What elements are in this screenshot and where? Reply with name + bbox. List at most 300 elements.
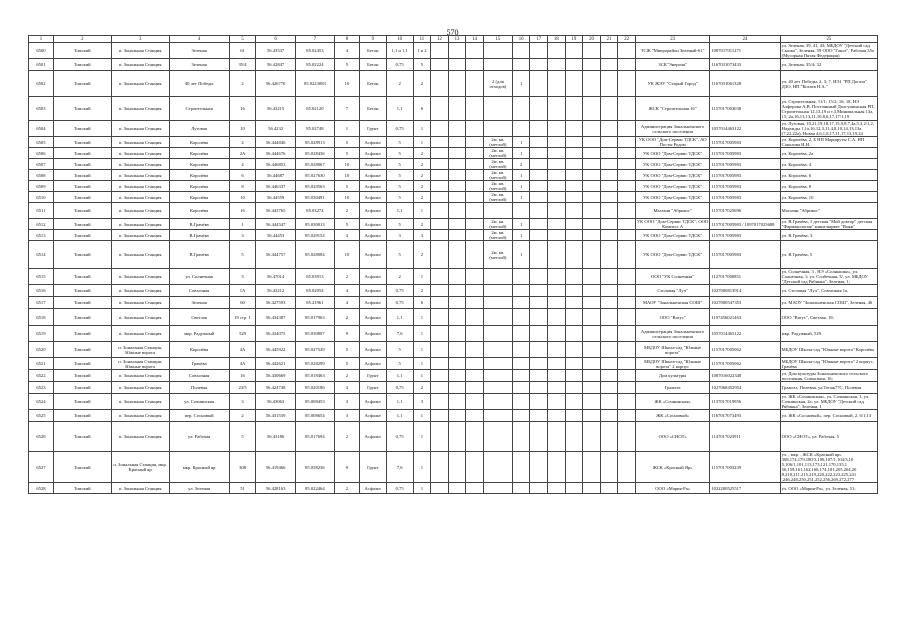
table-cell-1: 6508 (29, 170, 54, 181)
table-cell-6: 56.427593 (256, 297, 295, 309)
table-cell-19 (565, 137, 583, 148)
table-cell-3: п. Зональная Станция (111, 137, 169, 148)
table-cell-2: Томский (53, 297, 111, 309)
table-cell-15 (483, 121, 512, 137)
table-cell-22 (618, 370, 636, 382)
table-cell-20 (583, 358, 601, 370)
table-cell-11: 1 (413, 203, 431, 219)
table-cell-22 (618, 285, 636, 297)
table-cell-16: 1 (512, 192, 530, 203)
table-cell-2: Томский (53, 422, 111, 452)
table-cell-13 (448, 43, 466, 59)
table-cell-13 (448, 170, 466, 181)
table-cell-3: п. Зональная Станция (111, 285, 169, 297)
table-cell-25: ул. В.Грачёва, 3 (780, 230, 877, 241)
table-cell-17 (530, 97, 548, 121)
table-cell-2: Томский (53, 269, 111, 285)
table-cell-21 (600, 148, 618, 159)
table-cell-22 (618, 148, 636, 159)
table-cell-4: Светлая (169, 309, 229, 326)
table-cell-9: Асфальт (359, 422, 386, 452)
table-cell-14 (466, 382, 484, 394)
table-cell-8: 9 (335, 452, 360, 483)
table-cell-25: ул. МАОУ "Зональненская СОШ", Зеленая, 46 (780, 297, 877, 309)
table-cell-20 (583, 285, 601, 297)
table-cell-11: 2 (413, 382, 431, 394)
table-cell-21 (600, 170, 618, 181)
table-cell-23: МАОУ "Зональненская СОШ" (635, 297, 709, 309)
table-cell-7: 85.030013 (295, 219, 334, 230)
header-cell-11: 11 (413, 36, 431, 43)
table-cell-16 (512, 358, 530, 370)
table-cell-17 (530, 43, 548, 59)
header-cell-6: 6 (256, 36, 295, 43)
table-cell-12 (431, 181, 449, 192)
table-cell-14 (466, 309, 484, 326)
table-cell-7: 85.027630 (295, 170, 334, 181)
table-cell-3: п. Зональная Станция, Южные ворота (111, 358, 169, 370)
table-cell-16 (512, 43, 530, 59)
table-cell-22 (618, 219, 636, 230)
table-cell-1: 6519 (29, 326, 54, 342)
table-cell-10: 7,6 (386, 452, 413, 483)
table-cell-23: Администрация Зональненского сельского поселения (635, 121, 709, 137)
table-cell-11: 1 (413, 410, 431, 422)
table-cell-23: ООО "Ватус" (635, 309, 709, 326)
table-cell-16 (512, 97, 530, 121)
table-cell-21 (600, 382, 618, 394)
table-cell-4: ул. Зеленая (169, 483, 229, 494)
table-cell-11: 2 (413, 148, 431, 159)
table-cell-21 (600, 394, 618, 410)
table-cell-12 (431, 148, 449, 159)
table-cell-10: 0,75 (386, 382, 413, 394)
table-cell-11: 1 (413, 269, 431, 285)
table-cell-8: 7 (335, 97, 360, 121)
table-cell-8: 5 (335, 137, 360, 148)
table-cell-8: 2 (335, 309, 360, 326)
table-cell-1: 6528 (29, 483, 54, 494)
table-cell-17 (530, 203, 548, 219)
table-cell-25: ул. Королёва, 4 (780, 159, 877, 170)
table-row (29, 452, 878, 483)
table-cell-6: 56.444757 (256, 241, 295, 269)
table-cell-22 (618, 230, 636, 241)
table-cell-3: п. Зональная Станция, мкр. Красный яр (111, 452, 169, 483)
table-cell-17 (530, 241, 548, 269)
table-cell-25: ул. Солнечная, 3 , НЭ «Солнышко», ул. Солнечная, 1; ул. Солбечная, 3/, ул. МБДОУ "Детский сад Рябинка", Зеленая, 1; (780, 269, 877, 285)
table-cell-17 (530, 358, 548, 370)
table-cell-10: 3 (386, 230, 413, 241)
table-cell-23: УК ООО "Дом-Сервис ТДСК" (635, 192, 709, 203)
table-cell-14 (466, 97, 484, 121)
table-cell-3: п. Зональная Станция (111, 170, 169, 181)
table-cell-24: 1157017005983 (710, 230, 780, 241)
table-cell-15: 2м. кв. (метлой) (483, 159, 512, 170)
table-cell-13 (448, 219, 466, 230)
table-cell-13 (448, 358, 466, 370)
table-cell-2: Томский (53, 326, 111, 342)
table-cell-16 (512, 382, 530, 394)
table-cell-9: Грунт (359, 382, 386, 394)
table-cell-23: ЖСК «Красный Яр» (635, 452, 709, 483)
table-cell-25: МБДОУ Школа-сад "Южные ворота" Королёва (780, 342, 877, 358)
table-cell-19 (565, 342, 583, 358)
table-cell-25: ул. Королёва, 10 (780, 192, 877, 203)
table-row (29, 410, 878, 422)
table-cell-8: 5 (335, 181, 360, 192)
table-cell-2: Томский (53, 358, 111, 370)
table-cell-4: Королёва (169, 192, 229, 203)
table-cell-16: 1 (512, 148, 530, 159)
table-cell-21 (600, 121, 618, 137)
table-cell-20 (583, 148, 601, 159)
table-cell-17 (530, 269, 548, 285)
table-cell-1: 6513 (29, 230, 54, 241)
table-cell-13 (448, 137, 466, 148)
table-cell-20 (583, 342, 601, 358)
table-cell-6: 56.444547 (256, 219, 295, 230)
table-cell-14 (466, 422, 484, 452)
table-cell-13 (448, 394, 466, 410)
table-cell-7: 85.028084 (295, 241, 334, 269)
table-cell-21 (600, 43, 618, 59)
table-cell-21 (600, 370, 618, 382)
table-cell-4: пер. Сосновый (169, 410, 229, 422)
table-cell-4: ул. Сочнинская (169, 394, 229, 410)
table-cell-15 (483, 97, 512, 121)
table-cell-25: Гражгаз, Полевая, ул.Тепак77С, Полевая (780, 382, 877, 394)
table-cell-3: п. Зональная Станция (111, 203, 169, 219)
table-cell-15 (483, 370, 512, 382)
table-cell-24: 1057014463122 (710, 326, 780, 342)
table-cell-3: п. Зональная Станция (111, 382, 169, 394)
table-cell-14 (466, 219, 484, 230)
table-cell-10: 1,1 (386, 370, 413, 382)
table-cell-2: Томский (53, 241, 111, 269)
table-cell-15: 2 (для отходов) (483, 71, 512, 97)
header-cell-7: 7 (295, 36, 334, 43)
table-cell-5: 51 (229, 483, 256, 494)
table-cell-7: 85.02224 (295, 59, 334, 71)
header-cell-25: 25 (780, 36, 877, 43)
table-cell-14 (466, 410, 484, 422)
table-cell-24: 1157017025696 (710, 203, 780, 219)
table-cell-11: 1 (413, 121, 431, 137)
table-row (29, 358, 878, 370)
table-cell-17 (530, 394, 548, 410)
table-cell-18 (548, 422, 566, 452)
table-cell-17 (530, 192, 548, 203)
table-cell-9: Асфальт (359, 285, 386, 297)
table-cell-12 (431, 192, 449, 203)
table-cell-19 (565, 203, 583, 219)
table-cell-12 (431, 59, 449, 71)
table-cell-6: 56.424748 (256, 382, 295, 394)
table-cell-14 (466, 59, 484, 71)
table-cell-3: п. Зональная Станция (111, 410, 169, 422)
table-cell-20 (583, 483, 601, 494)
table-cell-1: 6526 (29, 422, 54, 452)
table-cell-21 (600, 71, 618, 97)
table-cell-21 (600, 203, 618, 219)
table-cell-22 (618, 97, 636, 121)
table-cell-2: Томский (53, 410, 111, 422)
table-cell-11: 1 (413, 342, 431, 358)
table-cell-25: ул. ЖК «Сосновый», пер. Сосновый, 2, 6/1,13 (780, 410, 877, 422)
table-cell-14 (466, 297, 484, 309)
table-cell-3: п. Зональная Станция (111, 219, 169, 230)
table-cell-14 (466, 285, 484, 297)
table-cell-24: 1167031061328 (710, 71, 780, 97)
table-cell-8: 10 (335, 170, 360, 181)
table-cell-5: 1 (229, 219, 256, 230)
table-cell-2: Томский (53, 309, 111, 326)
table-cell-2: Томский (53, 71, 111, 97)
table-cell-19 (565, 97, 583, 121)
table-cell-6: 56.446853 (256, 159, 295, 170)
table-row (29, 181, 878, 192)
table-cell-4: 40 лет Победы (169, 71, 229, 97)
table-cell-9: Бетон (359, 59, 386, 71)
table-cell-16: 1 (512, 170, 530, 181)
table-cell-3: п. Зональная Станция (111, 422, 169, 452)
header-cell-17: 17 (530, 36, 548, 43)
table-cell-6: 56.446337 (256, 181, 295, 192)
table-cell-23: ЗСК"Энергия" (635, 59, 709, 71)
table-cell-5: 23/5 (229, 382, 256, 394)
table-cell-19 (565, 71, 583, 97)
table-cell-4: В.Грачёва (169, 219, 229, 230)
table-row (29, 192, 878, 203)
table-cell-25: ул. Столовая "Луч", Совхозная 1а, (780, 285, 877, 297)
table-cell-9: Асфальт (359, 241, 386, 269)
table-cell-21 (600, 230, 618, 241)
table-cell-19 (565, 192, 583, 203)
table-cell-14 (466, 121, 484, 137)
table-cell-9: Бетон (359, 71, 386, 97)
table-cell-23: УК ООО "Дом-Сервис ТДСК", ООО Компасс А (636, 219, 709, 229)
table-cell-10: 1,1 (386, 394, 413, 410)
table-cell-21 (600, 342, 618, 358)
table-cell-13 (448, 241, 466, 269)
table-cell-8: 9 (335, 326, 360, 342)
page-number: 570 (446, 28, 459, 37)
table-cell-18 (548, 297, 566, 309)
table-cell-8: 10 (335, 241, 360, 269)
table-cell-5: 10 (229, 192, 256, 203)
table-cell-11: 1 (413, 326, 431, 342)
table-cell-20 (583, 230, 601, 241)
table-cell-21 (600, 483, 618, 494)
table-row (29, 241, 878, 269)
table-cell-18 (548, 219, 566, 230)
table-cell-12 (431, 159, 449, 170)
table-cell-22 (618, 452, 636, 483)
table-cell-9: Асфальт (359, 326, 386, 342)
table-cell-23: Столовая "Луч" (635, 285, 709, 297)
table-cell-20 (583, 159, 601, 170)
table-cell-18 (548, 342, 566, 358)
table-cell-17 (530, 285, 548, 297)
table-cell-16 (512, 342, 530, 358)
table-cell-19 (565, 219, 583, 230)
table-cell-15: 2м. кв. (метлой) (483, 230, 512, 241)
table-cell-15 (483, 410, 512, 422)
header-cell-10: 10 (386, 36, 413, 43)
table-cell-4: Королёва (169, 148, 229, 159)
table-cell-12 (431, 241, 449, 269)
table-cell-10: 5 (386, 358, 413, 370)
table-cell-10: 5 (386, 219, 413, 230)
table-cell-13 (448, 97, 466, 121)
table-cell-14 (466, 230, 484, 241)
table-cell-1: 6527 (29, 452, 54, 483)
table-cell-12 (431, 342, 449, 358)
table-cell-25: ул. Строительная, 11/1; 15/2; 16; 18, НЭ Алферова А.В. Постоянный Долгушинская РП, Строительная 12,13,19 и т.3,Минимальная 13а, 15, 2а,16,13,13,11,10,8,6,17,17/1,19 (780, 97, 877, 121)
table-cell-7: 85.028067 (295, 159, 334, 170)
table-cell-23: Администрация Зональненского сельского поселения (635, 326, 709, 342)
table-cell-16 (512, 203, 530, 219)
table-cell-12 (431, 71, 449, 97)
table-cell-24: 1157017005983 (710, 170, 780, 181)
table-cell-3: п. Зональная Станция (111, 269, 169, 285)
table-cell-21 (600, 285, 618, 297)
table-cell-10: 0,75 (386, 285, 413, 297)
table-cell-16 (512, 285, 530, 297)
table-row (29, 59, 878, 71)
table-cell-4: Зеленая (169, 59, 229, 71)
table-cell-16 (512, 370, 530, 382)
table-cell-9: Бетон (359, 43, 386, 59)
table-cell-8: 5 (335, 148, 360, 159)
table-cell-7: 85.02120 (295, 97, 334, 121)
table-cell-23: ООО "УК Солнечная" (635, 269, 709, 285)
table-cell-11: 1 (413, 137, 431, 148)
table-cell-25: ул. Зеленая, 39, 41, 43; МБДОУ "Детский сад Сказка", Зеленая, 59 ООО "Ганга", Рабочая 35а (Мусорная Пятая Федерация) (780, 43, 877, 59)
table-cell-16 (512, 326, 530, 342)
table-cell-25: ул. , мкр. , ЖСК «Красный яр» 308,174,179,180/3,100,107/1,104/3,10 5,106/1,101,113,173,121,170,135,1 56,159,161,162,166,174,181,205,204,20 8,210,211,215,219,220,222,223,225,241 ,246,248,250,251,252,256,269,272,277 (780, 452, 877, 483)
table-cell-17 (530, 452, 548, 483)
table-cell-15 (483, 452, 512, 483)
table-cell-19 (565, 358, 583, 370)
table-cell-12 (431, 97, 449, 121)
table-cell-15 (483, 483, 512, 494)
table-cell-17 (530, 71, 548, 97)
table-row (29, 159, 878, 170)
table-cell-6: 56.444676 (256, 148, 295, 159)
table-cell-19 (565, 43, 583, 59)
table-cell-20 (583, 203, 601, 219)
table-cell-9: Асфальт (359, 342, 386, 358)
table-cell-13 (448, 326, 466, 342)
table-cell-19 (565, 181, 583, 192)
table-cell-7: 85.020186 (295, 382, 334, 394)
table-cell-1: 6501 (29, 59, 54, 71)
table-cell-21 (600, 309, 618, 326)
table-cell-16: 1 (512, 181, 530, 192)
table-row (29, 219, 878, 230)
table-cell-10: 5 (386, 159, 413, 170)
table-cell-15 (483, 43, 512, 59)
table-cell-11: 5 (413, 59, 431, 71)
table-cell-2: Томский (53, 59, 111, 71)
table-cell-2: Томский (53, 483, 111, 494)
table-cell-1: 6517 (29, 297, 54, 309)
table-cell-23: ООО «СНОТ» (635, 422, 709, 452)
table-cell-4: Зеленая (169, 43, 229, 59)
table-cell-9: Асфальт (359, 297, 386, 309)
table-cell-19 (565, 394, 583, 410)
table-cell-5: 308 (229, 452, 256, 483)
table-cell-11: 6 (413, 297, 431, 309)
table-cell-11: 1 (413, 483, 431, 494)
table-cell-16 (512, 59, 530, 71)
table-cell-16: 1 (512, 219, 530, 230)
table-cell-10: 1,1 (386, 97, 413, 121)
table-cell-25: Магазин "Абрикос" (780, 203, 877, 219)
table-cell-17 (530, 370, 548, 382)
table-cell-16 (512, 121, 530, 137)
table-cell-5: 61 (229, 43, 256, 59)
header-cell-5: 5 (229, 36, 256, 43)
table-cell-15 (483, 342, 512, 358)
table-cell-23: Магазин "Абрикос" (635, 203, 709, 219)
table-cell-8: 3 (335, 394, 360, 410)
table-cell-11: 1 (413, 422, 431, 452)
table-cell-10: 5 (386, 342, 413, 358)
table-cell-20 (583, 43, 601, 59)
table-cell-7: 85.028436 (295, 148, 334, 159)
table-cell-21 (600, 137, 618, 148)
table-cell-9: Асфальт (359, 358, 386, 370)
table-cell-12 (431, 382, 449, 394)
table-cell-11: 1 (413, 309, 431, 326)
table-cell-18 (548, 394, 566, 410)
table-cell-10: 5 (386, 170, 413, 181)
table-cell-22 (618, 159, 636, 170)
table-cell-15 (483, 203, 512, 219)
table-cell-22 (618, 342, 636, 358)
table-header-row (29, 36, 878, 43)
table-cell-9: Бетон (359, 97, 386, 121)
table-row (29, 370, 878, 382)
table-cell-3: п. Зональная Станция (111, 326, 169, 342)
table-cell-14 (466, 43, 484, 59)
table-cell-9: Асфальт (359, 159, 386, 170)
table-cell-3: п. Зональная Станция (111, 370, 169, 382)
table-cell-19 (565, 230, 583, 241)
table-cell-3: п. Зональная Станция (111, 394, 169, 410)
table-cell-7: 85.02054 (295, 285, 334, 297)
table-cell-20 (583, 309, 601, 326)
table-cell-13 (448, 192, 466, 203)
table-cell-11: 1 (413, 452, 431, 483)
table-cell-25: ул. Королёва, 6 (780, 170, 877, 181)
table-cell-6: 56.4232 (256, 121, 295, 137)
table-cell-21 (600, 452, 618, 483)
table-cell-15 (483, 297, 512, 309)
table-cell-21 (600, 241, 618, 269)
table-cell-17 (530, 483, 548, 494)
table-cell-6: 56.428163 (256, 483, 295, 494)
table-cell-19 (565, 148, 583, 159)
table-cell-2: Томский (53, 382, 111, 394)
table-cell-18 (548, 483, 566, 494)
table-cell-1: 6516 (29, 285, 54, 297)
table-cell-5: 2 (229, 137, 256, 148)
table-cell-23: УК ООО "Дом-Сервис ТДСК" (635, 148, 709, 159)
